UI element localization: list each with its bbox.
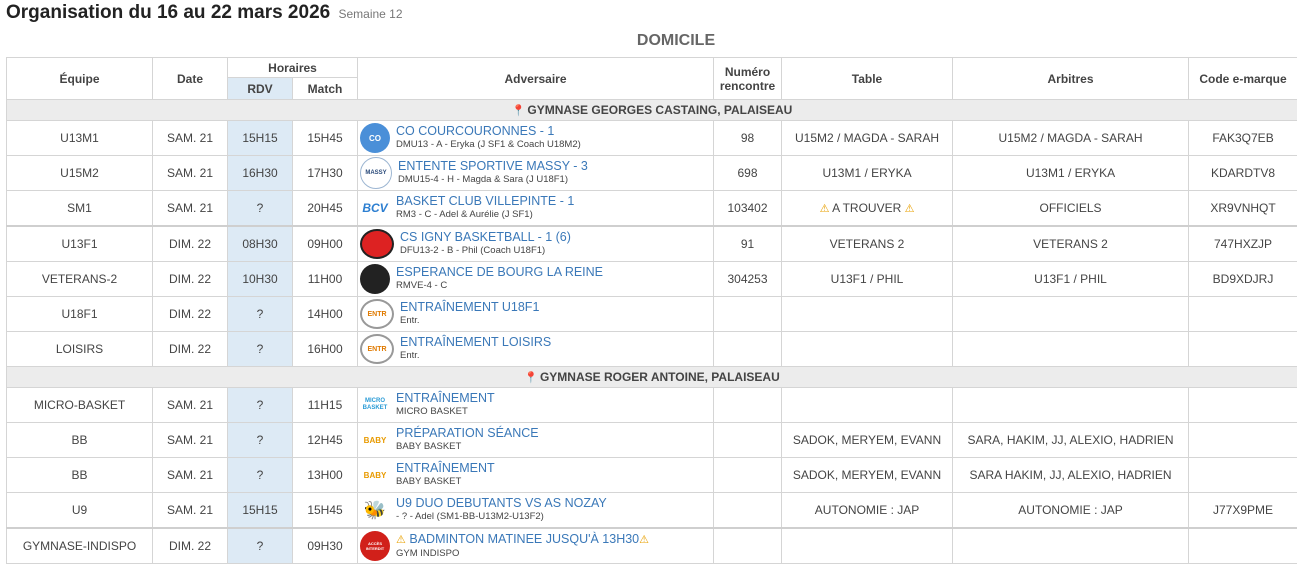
venue-cell: [7, 100, 1297, 121]
cell-code: 747HXZJP: [1189, 226, 1297, 262]
event-title[interactable]: [396, 532, 649, 547]
cell-arbitres: [953, 297, 1189, 332]
match-details: Entr.: [400, 350, 420, 361]
cell-numero: [714, 423, 782, 458]
cell-rdv: 15H15: [228, 121, 293, 156]
cell-table: SADOK, MERYEM, EVANN: [782, 458, 953, 493]
venue-cell: [7, 367, 1297, 388]
map-pin-icon: 📍: [511, 105, 526, 117]
table-row[interactable]: [7, 423, 1297, 458]
cell-code: [1189, 423, 1297, 458]
club-logo-icon: [360, 157, 392, 189]
cell-code: [1189, 332, 1297, 367]
cell-table: U15M2 / MAGDA - SARAH: [782, 121, 953, 156]
opponent-link[interactable]: U9 DUO DEBUTANTS VS AS NOZAY: [396, 496, 607, 510]
event-title-text: BADMINTON MATINEE JUSQU'À 13H30: [409, 531, 640, 546]
cell-code: [1189, 528, 1297, 564]
cell-match: 09H30: [293, 528, 358, 564]
cell-code: [1189, 458, 1297, 493]
bee-glyph: 🐝: [363, 499, 387, 520]
cell-match: 20H45: [293, 191, 358, 227]
opponent-link[interactable]: ENTRAÎNEMENT LOISIRS: [400, 335, 552, 349]
col-header-numero-line2: rencontre: [719, 78, 776, 93]
table-status: A TROUVER: [832, 201, 902, 215]
no-entry-icon: [360, 531, 390, 561]
warning-icon: ⚠: [639, 533, 649, 546]
cell-match: 17H30: [293, 156, 358, 191]
warning-icon: ⚠: [396, 533, 406, 546]
cell-date: SAM. 21: [153, 121, 228, 156]
table-row[interactable]: [7, 156, 1297, 191]
cell-numero: [714, 388, 782, 423]
page-title-text: Organisation du 16 au 22 mars 2026: [6, 2, 331, 23]
cell-rdv: ?: [228, 458, 293, 493]
training-ball-icon: [360, 299, 394, 329]
cell-arbitres: SARA HAKIM, JJ, ALEXIO, HADRIEN: [953, 458, 1189, 493]
col-header-horaires: Horaires: [228, 58, 358, 78]
cell-match: 14H00: [293, 297, 358, 332]
match-details: DMU13 - A - Eryka (J SF1 & Coach U18M2): [396, 139, 581, 150]
club-logo-icon: [360, 198, 390, 218]
col-header-equipe[interactable]: Équipe: [7, 58, 153, 100]
col-header-rdv[interactable]: RDV: [228, 78, 293, 100]
venue-name: GYMNASE ROGER ANTOINE, PALAISEAU: [539, 370, 780, 384]
cell-equipe: BB: [7, 458, 153, 493]
col-header-numero-line1: Numéro: [724, 64, 771, 79]
opponent-link[interactable]: ENTRAÎNEMENT: [396, 391, 495, 405]
col-header-adversaire[interactable]: Adversaire: [358, 58, 714, 100]
cell-code: BD9XDJRJ: [1189, 262, 1297, 297]
cell-code: KDARDTV8: [1189, 156, 1297, 191]
cell-equipe: U18F1: [7, 297, 153, 332]
match-details: RMVE-4 - C: [396, 280, 448, 291]
cell-code: [1189, 297, 1297, 332]
cell-equipe: BB: [7, 423, 153, 458]
bee-mascot-icon: [360, 495, 390, 525]
cell-numero: 698: [714, 156, 782, 191]
club-logo-text: MASSY: [365, 170, 387, 176]
baby-basket-logo-icon: [360, 425, 390, 455]
cell-adversaire: [358, 226, 714, 262]
baby-logo-text: BABY: [363, 435, 387, 445]
cell-numero: [714, 458, 782, 493]
venue-row: [7, 100, 1297, 121]
cell-rdv: ?: [228, 191, 293, 227]
micro-basket-logo-icon: [360, 390, 390, 420]
cell-adversaire: [358, 493, 714, 529]
cell-match: 15H45: [293, 121, 358, 156]
cell-table: SADOK, MERYEM, EVANN: [782, 423, 953, 458]
table-row[interactable]: [7, 297, 1297, 332]
table-row[interactable]: [7, 528, 1297, 564]
club-logo-text: CO: [369, 133, 382, 143]
cell-date: DIM. 22: [153, 528, 228, 564]
cell-numero: 103402: [714, 191, 782, 227]
cell-code: J77X9PME: [1189, 493, 1297, 529]
club-logo-icon: [360, 229, 394, 259]
cell-arbitres: [953, 388, 1189, 423]
cell-numero: 91: [714, 226, 782, 262]
cell-equipe: U13F1: [7, 226, 153, 262]
col-header-numero[interactable]: [714, 58, 782, 100]
opponent-link[interactable]: PRÉPARATION SÉANCE: [396, 426, 539, 440]
schedule-table: [6, 57, 1297, 564]
baby-logo-text: BABY: [363, 470, 387, 480]
match-details: Entr.: [400, 315, 420, 326]
venue-name: GYMNASE GEORGES CASTAING, PALAISEAU: [527, 103, 793, 117]
cell-rdv: 16H30: [228, 156, 293, 191]
cell-numero: [714, 332, 782, 367]
cell-table: [782, 191, 953, 227]
cell-arbitres: AUTONOMIE : JAP: [953, 493, 1189, 529]
cell-match: 11H15: [293, 388, 358, 423]
cell-table: [782, 297, 953, 332]
cell-equipe: U13M1: [7, 121, 153, 156]
table-row[interactable]: [7, 388, 1297, 423]
cell-arbitres: OFFICIELS: [953, 191, 1189, 227]
cell-numero: 304253: [714, 262, 782, 297]
cell-table: AUTONOMIE : JAP: [782, 493, 953, 529]
cell-date: SAM. 21: [153, 493, 228, 529]
week-label: Semaine 12: [338, 7, 403, 21]
cell-date: SAM. 21: [153, 423, 228, 458]
baby-basket-logo-icon: [360, 460, 390, 490]
col-header-table[interactable]: Table: [782, 58, 953, 100]
warning-icon: ⚠: [904, 203, 915, 215]
cell-table: U13M1 / ERYKA: [782, 156, 953, 191]
cell-match: 16H00: [293, 332, 358, 367]
training-ball-icon: [360, 334, 394, 364]
training-logo-text: ENTR: [367, 345, 387, 353]
cell-table: [782, 388, 953, 423]
table-row[interactable]: [7, 121, 1297, 156]
cell-equipe: VETERANS-2: [7, 262, 153, 297]
no-entry-text: ACCÈS INTERDIT: [365, 541, 385, 551]
opponent-link[interactable]: CO COURCOURONNES - 1: [396, 124, 555, 138]
cell-numero: [714, 528, 782, 564]
cell-adversaire: [358, 458, 714, 493]
match-details: GYM INDISPO: [396, 547, 460, 559]
cell-adversaire: [358, 423, 714, 458]
cell-equipe: U9: [7, 493, 153, 529]
cell-match: 11H00: [293, 262, 358, 297]
warning-icon: ⚠: [819, 203, 830, 215]
cell-table: [782, 332, 953, 367]
cell-arbitres: VETERANS 2: [953, 226, 1189, 262]
cell-adversaire: [358, 121, 714, 156]
cell-match: 13H00: [293, 458, 358, 493]
table-row[interactable]: [7, 226, 1297, 262]
page-title: [6, 0, 403, 26]
cell-code: FAK3Q7EB: [1189, 121, 1297, 156]
cell-equipe: U15M2: [7, 156, 153, 191]
cell-date: DIM. 22: [153, 226, 228, 262]
cell-numero: 98: [714, 121, 782, 156]
cell-match: 12H45: [293, 423, 358, 458]
cell-table: U13F1 / PHIL: [782, 262, 953, 297]
col-header-match[interactable]: Match: [293, 78, 358, 100]
cell-arbitres: SARA, HAKIM, JJ, ALEXIO, HADRIEN: [953, 423, 1189, 458]
match-details: DFU13-2 - B - Phil (Coach U18F1): [400, 245, 546, 256]
cell-rdv: ?: [228, 423, 293, 458]
opponent-link[interactable]: CS IGNY BASKETBALL - 1 (6): [400, 230, 571, 244]
cell-arbitres: [953, 332, 1189, 367]
cell-adversaire: [358, 156, 714, 191]
cell-adversaire: [358, 262, 714, 297]
cell-arbitres: U13F1 / PHIL: [953, 262, 1189, 297]
opponent-link[interactable]: ENTENTE SPORTIVE MASSY - 3: [398, 159, 588, 173]
cell-date: DIM. 22: [153, 332, 228, 367]
cell-rdv: ?: [228, 332, 293, 367]
cell-table: [782, 528, 953, 564]
opponent-link[interactable]: BASKET CLUB VILLEPINTE - 1: [396, 194, 575, 208]
cell-equipe: LOISIRS: [7, 332, 153, 367]
table-row[interactable]: [7, 191, 1297, 227]
col-header-date[interactable]: Date: [153, 58, 228, 100]
cell-adversaire: [358, 191, 714, 227]
match-details: BABY BASKET: [396, 476, 462, 487]
training-logo-text: ENTR: [367, 310, 387, 318]
match-details: MICRO BASKET: [396, 406, 468, 417]
cell-adversaire: [358, 528, 714, 564]
micro-logo-text: MICRO BASKET: [362, 398, 388, 411]
cell-date: SAM. 21: [153, 388, 228, 423]
cell-equipe: SM1: [7, 191, 153, 227]
cell-rdv: ?: [228, 388, 293, 423]
cell-adversaire: [358, 332, 714, 367]
section-title: DOMICILE: [636, 32, 716, 49]
match-details: BABY BASKET: [396, 441, 462, 452]
match-details: DMU15-4 - H - Magda & Sara (J U18F1): [398, 174, 569, 185]
cell-arbitres: U13M1 / ERYKA: [953, 156, 1189, 191]
col-header-arbitres[interactable]: Arbitres: [953, 58, 1189, 100]
cell-arbitres: U15M2 / MAGDA - SARAH: [953, 121, 1189, 156]
cell-date: DIM. 22: [153, 262, 228, 297]
venue-row: [7, 367, 1297, 388]
cell-adversaire: [358, 297, 714, 332]
cell-table: VETERANS 2: [782, 226, 953, 262]
cell-date: SAM. 21: [153, 458, 228, 493]
match-details: RM3 - C - Adel & Aurélie (J SF1): [396, 209, 533, 220]
cell-equipe: GYMNASE-INDISPO: [7, 528, 153, 564]
club-logo-icon: [360, 123, 390, 153]
match-details: - ? - Adel (SM1-BB-U13M2-U13F2): [396, 511, 544, 522]
cell-code: [1189, 388, 1297, 423]
cell-numero: [714, 297, 782, 332]
cell-numero: [714, 493, 782, 529]
club-logo-text: BCV: [362, 201, 388, 215]
cell-match: 15H45: [293, 493, 358, 529]
cell-arbitres: [953, 528, 1189, 564]
cell-equipe: MICRO-BASKET: [7, 388, 153, 423]
table-row[interactable]: [7, 493, 1297, 529]
opponent-link[interactable]: ESPERANCE DE BOURG LA REINE: [396, 265, 604, 279]
club-logo-icon: [360, 264, 390, 294]
cell-date: DIM. 22: [153, 297, 228, 332]
map-pin-icon: 📍: [524, 372, 538, 384]
cell-rdv: ?: [228, 297, 293, 332]
cell-rdv: 10H30: [228, 262, 293, 297]
cell-adversaire: [358, 388, 714, 423]
table-row[interactable]: [7, 262, 1297, 297]
cell-code: XR9VNHQT: [1189, 191, 1297, 227]
opponent-link[interactable]: ENTRAÎNEMENT: [396, 461, 495, 475]
table-row[interactable]: [7, 458, 1297, 493]
cell-date: SAM. 21: [153, 191, 228, 227]
table-row[interactable]: [7, 332, 1297, 367]
cell-rdv: 08H30: [228, 226, 293, 262]
col-header-code[interactable]: Code e-marque: [1189, 58, 1297, 100]
cell-rdv: 15H15: [228, 493, 293, 529]
cell-match: 09H00: [293, 226, 358, 262]
cell-date: SAM. 21: [153, 156, 228, 191]
opponent-link[interactable]: ENTRAÎNEMENT U18F1: [400, 300, 540, 314]
cell-rdv: ?: [228, 528, 293, 564]
